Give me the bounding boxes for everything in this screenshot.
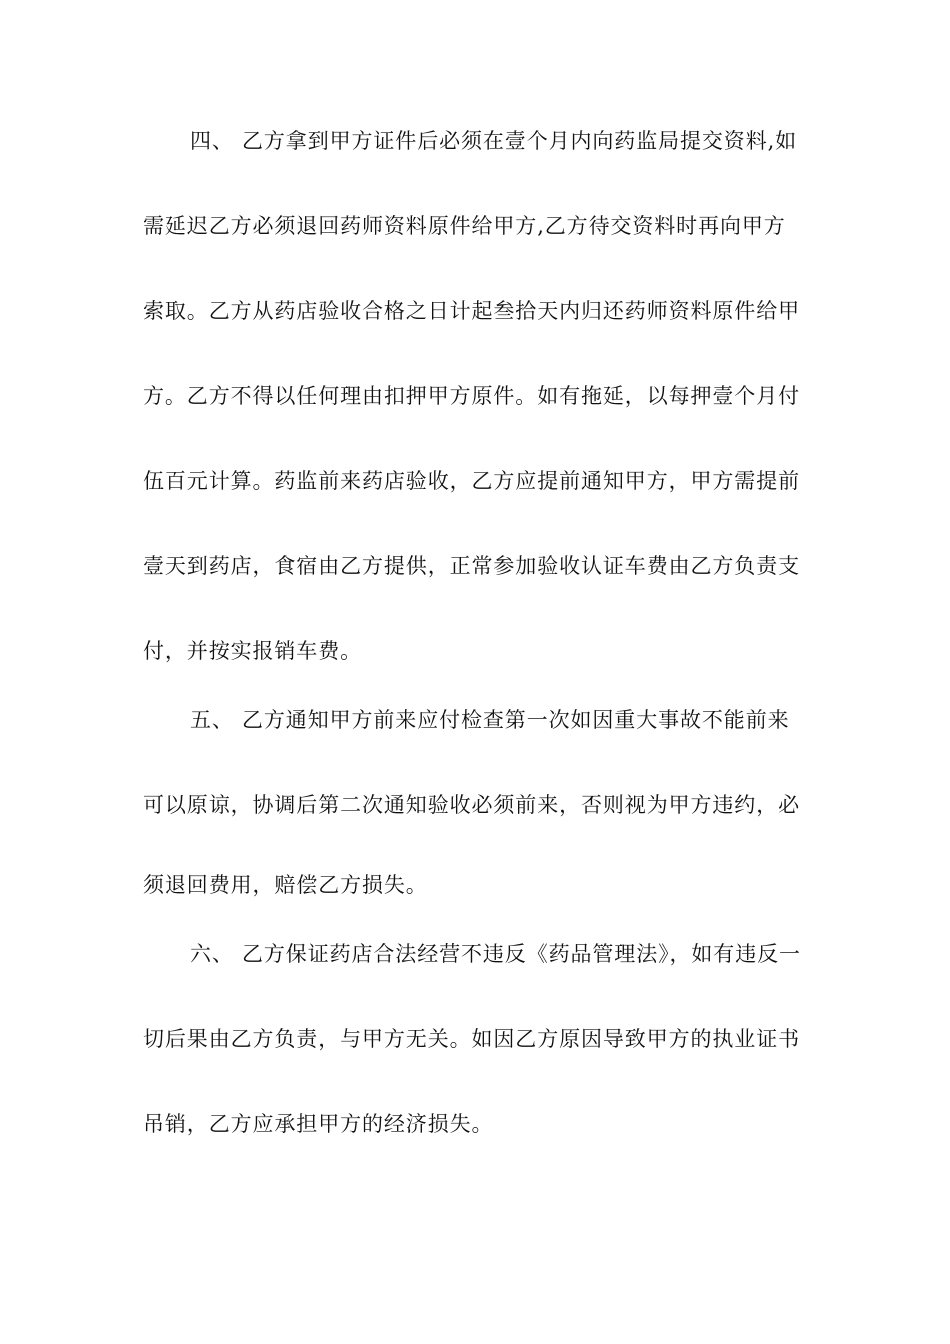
clause-4-line-3: 索取。乙方从药店验收合格之日计起叁拾天内归还药师资料原件给甲 xyxy=(143,299,800,323)
clause-4-number: 四、 xyxy=(190,129,234,153)
clause-5-text: 乙方通知甲方前来应付检查第一次如因重大事故不能前来 xyxy=(242,708,790,732)
clause-6-text: 乙方保证药店合法经营不违反《药品管理法》，如有违反一 xyxy=(242,942,801,966)
clause-6-line-2: 切后果由乙方负责，与甲方无关。如因乙方原因导致甲方的执业证书 xyxy=(143,1027,800,1051)
clause-5-line-3: 须退回费用，赔偿乙方损失。 xyxy=(143,873,428,897)
clause-4-line-1 xyxy=(190,127,808,155)
clause-5-line-1 xyxy=(190,706,808,734)
clause-4-line-4: 方。乙方不得以任何理由扣押甲方原件。如有拖延，以每押壹个月付 xyxy=(143,384,800,408)
clause-5-number: 五、 xyxy=(190,708,234,732)
clause-4-line-5: 伍百元计算。药监前来药店验收，乙方应提前通知甲方，甲方需提前 xyxy=(143,469,800,493)
clause-4-line-7: 付，并按实报销车费。 xyxy=(143,639,362,663)
clause-6-line-1 xyxy=(190,940,808,968)
clause-4-line-2: 需延迟乙方必须退回药师资料原件给甲方,乙方待交资料时再向甲方 xyxy=(143,214,786,238)
clause-6-number: 六、 xyxy=(190,942,234,966)
clause-4-text: 乙方拿到甲方证件后必须在壹个月内向药监局提交资料,如 xyxy=(242,129,798,153)
clause-5-line-2: 可以原谅，协调后第二次通知验收必须前来，否则视为甲方违约，必 xyxy=(143,793,800,817)
clause-4-line-6: 壹天到药店，食宿由乙方提供，正常参加验收认证车费由乙方负责支 xyxy=(143,554,800,578)
clause-6-line-3: 吊销，乙方应承担甲方的经济损失。 xyxy=(143,1112,494,1136)
